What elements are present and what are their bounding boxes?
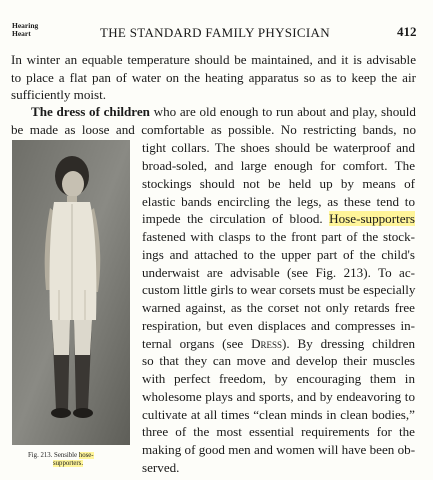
para2-line18: cultivate at all times “clean minds in clean bodies,” bbox=[142, 407, 415, 422]
para2-line19: three of the most essential requirements for the bbox=[142, 424, 415, 439]
figure-caption-line2 bbox=[53, 460, 83, 468]
para1-line2: to place a flat pan of water on the heating apparatus so as to keep the air bbox=[11, 70, 416, 85]
para2-line7-text: impede the circulation of blood. bbox=[142, 211, 330, 226]
section-tag-hearing: Hearing bbox=[12, 21, 39, 30]
para2-line14-text: ternal organs (see bbox=[142, 336, 252, 351]
caption-highlight-hose: hose- bbox=[78, 452, 94, 459]
para2-line17: wholesome plays and sports, and by endeavoring to bbox=[142, 389, 415, 404]
para1-line1: In winter an equable temperature should be maintained, and it is advisable bbox=[11, 52, 416, 67]
para2-line10: underwaist are advisable (see Fig. 213). To ac- bbox=[142, 265, 415, 280]
para2-line8: fastened with clasps to the front part of the stock- bbox=[142, 229, 415, 244]
page-number: 412 bbox=[397, 24, 417, 39]
para2-line14-text-end: ). By dressing children bbox=[282, 336, 415, 351]
caption-highlight-supporters: supporters. bbox=[53, 460, 84, 467]
para2-line9: ings and attached to the upper part of the child's bbox=[142, 247, 415, 262]
para2-line2: be made as loose and comfortable as possible. No restricting bands, no bbox=[11, 122, 416, 137]
para2-line4: broad-soled, and large enough for comfort. The bbox=[142, 158, 415, 173]
cross-ref-dress: Dress bbox=[251, 336, 283, 351]
para2-line1 bbox=[31, 103, 416, 121]
para2-line15: so that they can move and develop their muscles bbox=[142, 353, 415, 368]
para1-line3: sufficiently moist. bbox=[11, 87, 107, 102]
highlight-hose-supporters: Hose-supporters bbox=[329, 211, 415, 226]
running-title: THE STANDARD FAMILY PHYSICIAN bbox=[100, 25, 330, 40]
para2-line6: elastic bands encircling the legs, as these tend to bbox=[142, 194, 415, 209]
para2-line13: respiration, but even displaces and compresses in- bbox=[142, 318, 415, 333]
figure-213-photo bbox=[12, 140, 130, 445]
para2-line11: custom little girls to wear corsets must be especially bbox=[142, 282, 416, 297]
para2-line1-text: who are old enough to run about and play, should bbox=[149, 104, 416, 119]
dress-of-children-heading: The dress of children bbox=[31, 104, 150, 119]
figure-caption-line1 bbox=[28, 452, 94, 460]
para2-line5: stockings should not be held up by means of bbox=[142, 176, 415, 191]
figure-caption-text: Fig. 213. Sensible bbox=[28, 452, 79, 459]
para2-line21: served. bbox=[142, 460, 180, 475]
section-tag bbox=[12, 22, 38, 37]
para2-line16: with perfect freedom, by encouraging them in bbox=[142, 371, 415, 386]
para2-line14 bbox=[142, 335, 415, 353]
section-tag-heart: Heart bbox=[12, 28, 31, 38]
para2-line20: making of good men and women will have been ob- bbox=[142, 442, 416, 457]
para2-line7 bbox=[142, 210, 415, 228]
para2-line12: warned against, as the corset not only retards free bbox=[142, 300, 415, 315]
child-figure-illustration bbox=[12, 140, 130, 445]
para2-line3: tight collars. The shoes should be waterproof and bbox=[142, 140, 415, 155]
